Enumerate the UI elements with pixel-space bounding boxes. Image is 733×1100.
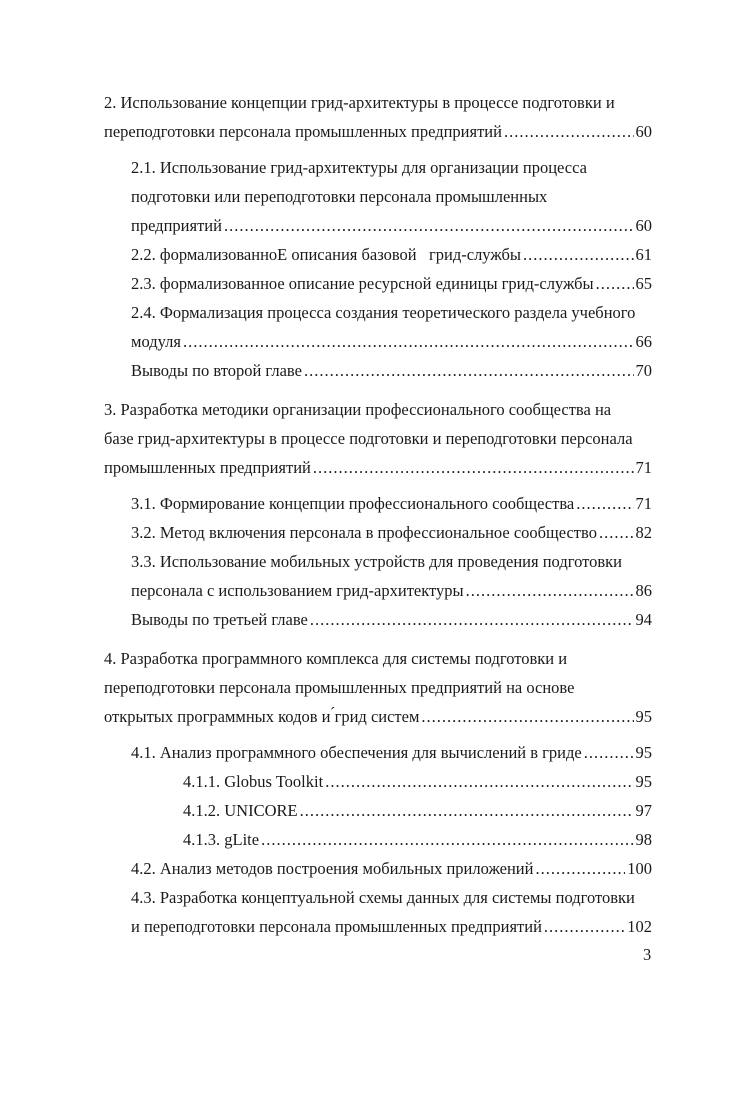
toc-text: 4.1.3. gLite xyxy=(183,830,260,849)
toc-s4-2 xyxy=(0,854,652,883)
toc-page-number: 65 xyxy=(635,274,652,293)
toc-s4-1-1 xyxy=(0,767,652,796)
toc-ch2-title-line2 xyxy=(0,117,652,146)
toc-ch3-title-line3 xyxy=(0,453,652,482)
toc-page-number: 71 xyxy=(635,494,652,513)
page-number: 3 xyxy=(643,945,652,964)
toc-text: 3. Разработка методики организации профессионального сообщества на xyxy=(104,400,612,419)
toc-page-number: 61 xyxy=(635,245,652,264)
toc-text: 3.1. Формирование концепции профессионального сообщества xyxy=(131,494,575,513)
toc-s4-3-line2 xyxy=(0,912,652,941)
toc-ch4-title-line1 xyxy=(0,644,652,673)
leader-dots xyxy=(421,702,633,731)
toc-page-number: 70 xyxy=(635,361,652,380)
toc-text: 4.2. Анализ методов построения мобильных приложений xyxy=(131,859,534,878)
toc-s2-3 xyxy=(0,269,652,298)
leader-dots xyxy=(304,356,634,385)
toc-text: предприятий xyxy=(131,216,222,235)
toc-text: 2.1. Использование грид-архитектуры для организации процесса xyxy=(131,158,587,177)
toc-text: 2.3. формализованное описание ресурсной единицы грид-службы xyxy=(131,274,594,293)
toc-page-number: 71 xyxy=(635,458,652,477)
toc-page-number: 94 xyxy=(635,610,652,629)
toc-text: 3.2. Метод включения персонала в профессиональное сообщество xyxy=(131,523,597,542)
toc-page-number: 98 xyxy=(635,830,652,849)
toc-page-number: 100 xyxy=(627,859,652,878)
toc-s2-4-line2 xyxy=(0,327,652,356)
leader-dots xyxy=(596,269,634,298)
leader-dots xyxy=(325,767,633,796)
leader-dots xyxy=(300,796,634,825)
leader-dots xyxy=(313,453,634,482)
toc-text: 3.3. Использование мобильных устройств для проведения подготовки xyxy=(131,552,622,571)
toc-page-number: 66 xyxy=(635,332,652,351)
toc-page-number: 95 xyxy=(635,772,652,791)
toc-text: модуля xyxy=(131,332,181,351)
leader-dots xyxy=(584,738,634,767)
toc-text: промышленных предприятий xyxy=(104,458,311,477)
toc-text: 4.1. Анализ программного обеспечения для вычислений в гриде xyxy=(131,743,582,762)
toc-s3-3-line1 xyxy=(0,547,652,576)
toc-text: и переподготовки персонала промышленных предприятий xyxy=(131,917,542,936)
toc-ch4-title-line2 xyxy=(0,673,652,702)
toc-page-number: 60 xyxy=(635,216,652,235)
toc-ch3-title-line2 xyxy=(0,424,652,453)
toc-text: персонала с использованием грид-архитектуры xyxy=(131,581,464,600)
leader-dots xyxy=(261,825,633,854)
table-of-contents xyxy=(0,88,733,941)
toc-page-number: 82 xyxy=(635,523,652,542)
toc-text: открытых программных кодов и ́грид систем xyxy=(104,707,420,726)
toc-page-number: 60 xyxy=(635,122,652,141)
leader-dots xyxy=(599,518,634,547)
leader-dots xyxy=(310,605,634,634)
toc-s4-1-3 xyxy=(0,825,652,854)
toc-ch2-conclusions xyxy=(0,356,652,385)
toc-text: 2. Использование концепции грид-архитектуры в процессе подготовки и xyxy=(104,93,615,112)
toc-s2-4-line1 xyxy=(0,298,652,327)
toc-s3-3-line2 xyxy=(0,576,652,605)
toc-page-number: 95 xyxy=(635,743,652,762)
toc-text: базе грид-архитектуры в процессе подготовки и переподготовки персонала xyxy=(104,429,633,448)
toc-ch2-title-line1 xyxy=(0,88,652,117)
leader-dots xyxy=(224,211,634,240)
leader-dots xyxy=(504,117,634,146)
toc-page-number: 97 xyxy=(635,801,652,820)
toc-text: переподготовки персонала промышленных предприятий xyxy=(104,122,502,141)
toc-text: 4.3. Разработка концептуальной схемы данных для системы подготовки xyxy=(131,888,635,907)
toc-page-number: 86 xyxy=(635,581,652,600)
toc-s3-2 xyxy=(0,518,652,547)
toc-s4-3-line1 xyxy=(0,883,652,912)
toc-s2-1-line1 xyxy=(0,153,652,182)
toc-text: Выводы по второй главе xyxy=(131,361,302,380)
toc-s4-1 xyxy=(0,738,652,767)
toc-text: 2.2. формализованноЕ описания базовой грид-службы xyxy=(131,245,522,264)
toc-ch3-title-line1 xyxy=(0,395,652,424)
toc-s3-1 xyxy=(0,489,652,518)
leader-dots xyxy=(466,576,634,605)
toc-s2-2 xyxy=(0,240,652,269)
leader-dots xyxy=(183,327,634,356)
toc-ch3-conclusions xyxy=(0,605,652,634)
leader-dots xyxy=(523,240,633,269)
toc-text: Выводы по третьей главе xyxy=(131,610,308,629)
toc-text: 4.1.1. Globus Toolkit xyxy=(183,772,324,791)
toc-text: подготовки или переподготовки персонала промышленных xyxy=(131,187,548,206)
toc-ch4-title-line3 xyxy=(0,702,652,731)
toc-text: 2.4. Формализация процесса создания теоретического раздела учебного xyxy=(131,303,636,322)
leader-dots xyxy=(535,854,625,883)
toc-page-number: 95 xyxy=(635,707,652,726)
toc-page-number: 102 xyxy=(627,917,652,936)
toc-s2-1-line2 xyxy=(0,182,652,211)
leader-dots xyxy=(544,912,625,941)
leader-dots xyxy=(576,489,633,518)
toc-s2-1-line3 xyxy=(0,211,652,240)
toc-text: переподготовки персонала промышленных предприятий на основе xyxy=(104,678,575,697)
toc-text: 4.1.2. UNICORE xyxy=(183,801,298,820)
toc-text: 4. Разработка программного комплекса для системы подготовки и xyxy=(104,649,568,668)
toc-s4-1-2 xyxy=(0,796,652,825)
